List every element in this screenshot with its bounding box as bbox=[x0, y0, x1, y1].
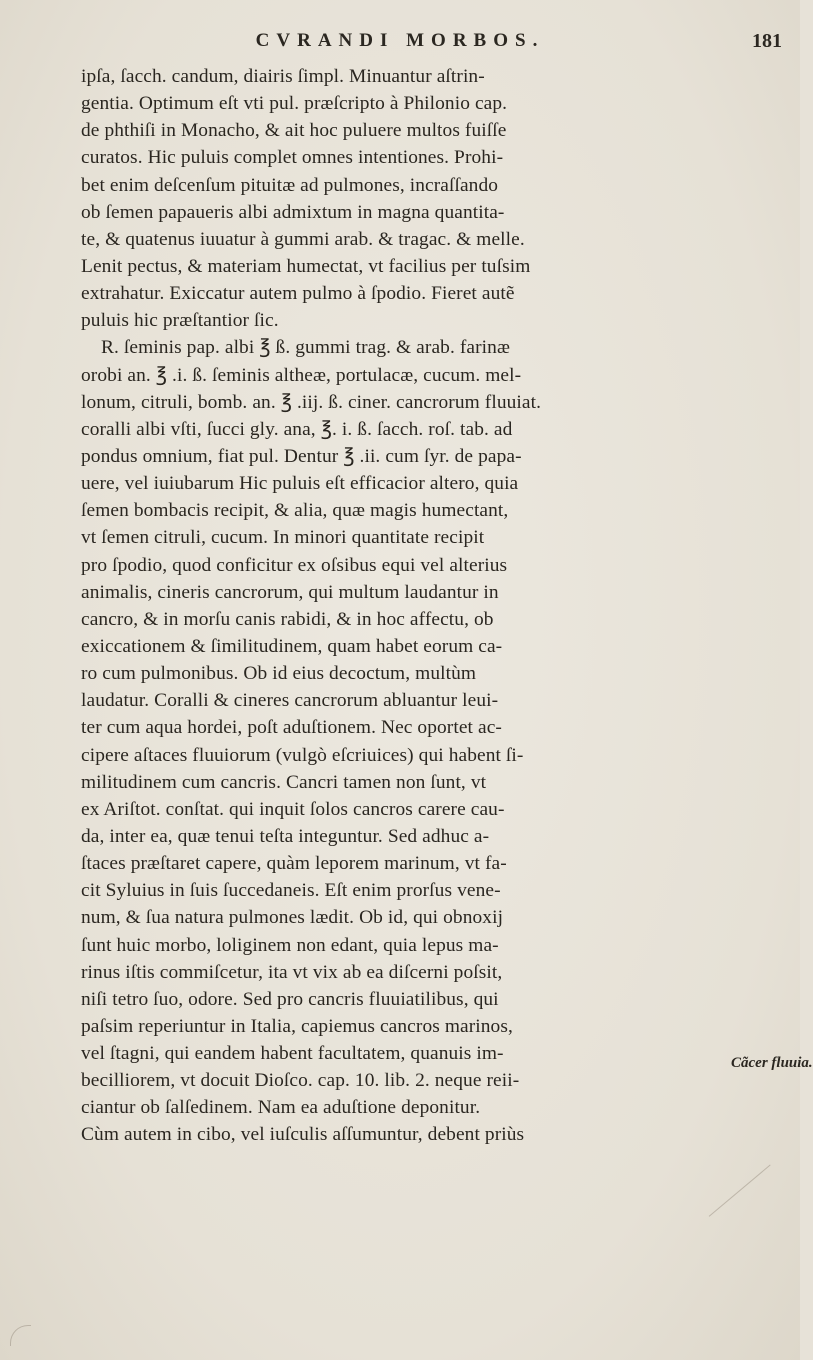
text-line: ciantur ob ſalſedinem. Nam ea aduſtione deponitur. bbox=[81, 1097, 481, 1119]
text-line: rinus iſtis commiſcetur, ita vt vix ab ea diſcerni poſsit, bbox=[81, 961, 503, 983]
text-line: num, & ſua natura pulmones lædit. Ob id, qui obnoxij bbox=[81, 907, 504, 929]
text-line: cancro, & in morſu canis rabidi, & in hoc affectu, ob bbox=[81, 608, 494, 630]
page-smudge bbox=[709, 1165, 772, 1218]
text-line: puluis hic præſtantior ſic. bbox=[81, 310, 279, 332]
text-line: lonum, citruli, bomb. an. ℥ .iij. ß. ciner. cancrorum fluuiat. bbox=[81, 391, 542, 413]
text-line: gentia. Optimum eſt vti pul. præſcripto à Philonio cap. bbox=[81, 93, 508, 115]
text-line: cit Syluius in ſuis ſuccedaneis. Eſt enim prorſus vene- bbox=[81, 880, 501, 902]
running-title: CVRANDI MORBOS. bbox=[255, 30, 545, 51]
text-line: orobi an. ℥ .i. ß. ſeminis altheæ, portulacæ, cucum. mel- bbox=[81, 364, 522, 386]
text-line: Lenit pectus, & materiam humectat, vt facilius per tuſsim bbox=[81, 255, 531, 277]
text-line: becilliorem, vt docuit Dioſco. cap. 10. lib. 2. neque reii- bbox=[81, 1070, 520, 1092]
text-line: pondus omnium, fiat pul. Dentur ℥ .ii. cum ſyr. de papa- bbox=[81, 445, 522, 467]
text-line: uere, vel iuiubarum Hic puluis eſt efficacior altero, quia bbox=[81, 473, 519, 495]
text-line: extrahatur. Exiccatur autem pulmo à ſpodio. Fieret autẽ bbox=[81, 283, 515, 305]
text-line: vel ſtagni, qui eandem habent facultatem, quanuis im- bbox=[81, 1043, 504, 1065]
page-smudge-corner bbox=[10, 1325, 31, 1346]
text-line: vt ſemen citruli, cucum. In minori quantitate recipit bbox=[81, 527, 485, 549]
text-line: bet enim deſcenſum pituitæ ad pulmones, incraſſando bbox=[81, 174, 499, 196]
text-line: laudatur. Coralli & cineres cancrorum abluantur leui- bbox=[81, 690, 499, 712]
text-line: pro ſpodio, quod conficitur ex oſsibus equi vel alterius bbox=[81, 554, 508, 576]
text-line: ſunt huic morbo, loliginem non edant, quia lepus ma- bbox=[81, 934, 499, 956]
text-line: ob ſemen papaueris albi admixtum in magna quantita- bbox=[81, 201, 505, 223]
text-line: animalis, cineris cancrorum, qui multum laudantur in bbox=[81, 581, 499, 603]
body-text bbox=[81, 63, 721, 1149]
text-line: ipſa, ſacch. candum, diairis ſimpl. Minuantur aſtrin- bbox=[81, 66, 485, 87]
marginal-note: Cãcer fluuia. bbox=[731, 1055, 813, 1071]
text-line: cipere aſtaces fluuiorum (vulgò eſcriuices) qui habent ſi- bbox=[81, 744, 524, 766]
text-line: ſtaces præſtaret capere, quàm leporem marinum, vt fa- bbox=[81, 853, 507, 875]
text-line: ſemen bombacis recipit, & alia, quæ magis humectant, bbox=[81, 500, 509, 522]
text-line: niſi tetro ſuo, odore. Sed pro cancris fluuiatilibus, qui bbox=[81, 988, 499, 1010]
text-line: da, inter ea, quæ tenui teſta integuntur. Sed adhuc a- bbox=[81, 825, 490, 847]
text-line: exiccationem & ſimilitudinem, quam habet eorum ca- bbox=[81, 635, 503, 657]
text-line: coralli albi vſti, ſucci gly. ana, ℥. i. ß. ſacch. roſ. tab. ad bbox=[81, 418, 513, 440]
text-line: ex Ariſtot. conſtat. qui inquit ſolos cancros carere cau- bbox=[81, 798, 505, 820]
text-line: R. ſeminis pap. albi ℥ ß. gummi trag. & arab. farinæ bbox=[101, 337, 510, 359]
text-line: ro cum pulmonibus. Ob id eius decoctum, multùm bbox=[81, 663, 477, 685]
page-number: 181 bbox=[752, 30, 782, 52]
text-line: Cùm autem in cibo, vel iuſculis aſſumuntur, debent priùs bbox=[81, 1124, 525, 1146]
text-line: militudinem cum cancris. Cancri tamen non ſunt, vt bbox=[81, 771, 487, 793]
text-line: curatos. Hic puluis complet omnes intentiones. Prohi- bbox=[81, 147, 504, 169]
text-line: ter cum aqua hordei, poſt aduſtionem. Nec oportet ac- bbox=[81, 717, 502, 739]
text-line: te, & quatenus iuuatur à gummi arab. & tragac. & melle. bbox=[81, 228, 525, 250]
text-line: paſsim reperiuntur in Italia, capiemus cancros marinos, bbox=[81, 1015, 513, 1037]
text-line: de phthiſi in Monacho, & ait hoc puluere multos fuiſſe bbox=[81, 120, 507, 142]
